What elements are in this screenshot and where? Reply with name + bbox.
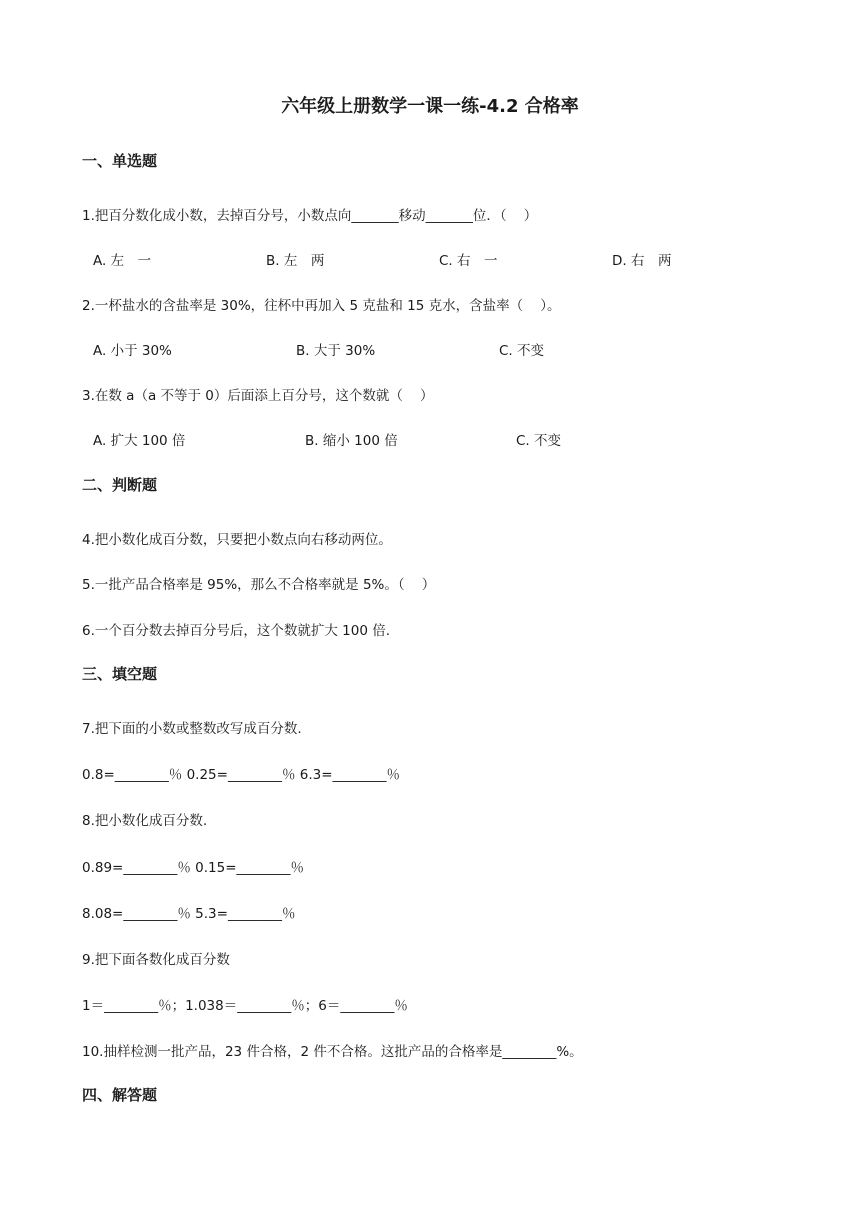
question-8: 8.把小数化成百分数. [82,813,208,829]
section-heading-fill-in: 三、填空题 [82,665,158,683]
question-2-option-c: C. 不变 [499,343,545,359]
question-3: 3.在数 a（a 不等于 0）后面添上百分号，这个数就（ ） [82,388,434,404]
question-8-blanks-line-2: 8.08=________％ 5.3=________％ [82,906,296,922]
section-heading-single-choice: 一、单选题 [82,152,158,170]
question-9-blanks: 1＝________％；1.038＝________％；6＝________％ [82,998,408,1014]
question-2-option-a: A. 小于 30% [93,343,172,359]
question-9: 9.把下面各数化成百分数 [82,952,230,968]
section-heading-answer: 四、解答题 [82,1086,158,1104]
question-8-blanks-line-1: 0.89=________％ 0.15=________％ [82,860,305,876]
question-3-option-b: B. 缩小 100 倍 [305,433,398,449]
document-title: 六年级上册数学一课一练-4.2 合格率 [281,96,579,117]
question-7: 7.把下面的小数或整数改写成百分数. [82,721,302,737]
question-1-option-a: A. 左 一 [93,253,152,269]
question-3-option-a: A. 扩大 100 倍 [93,433,186,449]
question-4: 4.把小数化成百分数，只要把小数点向右移动两位。 [82,532,392,548]
question-3-option-c: C. 不变 [516,433,562,449]
question-2-option-b: B. 大于 30% [296,343,376,359]
question-1-option-d: D. 右 两 [612,253,672,269]
question-1: 1.把百分数化成小数，去掉百分号，小数点向_______移动_______位．（ ） [82,208,538,224]
question-10: 10.抽样检测一批产品，23 件合格，2 件不合格。这批产品的合格率是________%。 [82,1044,583,1060]
question-1-option-b: B. 左 两 [266,253,325,269]
question-7-blanks: 0.8=________％ 0.25=________％ 6.3=________％ [82,767,401,783]
section-heading-true-false: 二、判断题 [82,476,158,494]
question-6: 6.一个百分数去掉百分号后，这个数就扩大 100 倍. [82,623,391,639]
question-1-option-c: C. 右 一 [439,253,498,269]
question-2: 2.一杯盐水的含盐率是 30%，往杯中再加入 5 克盐和 15 克水，含盐率（ ）。 [82,298,561,314]
question-5: 5.一批产品合格率是 95%，那么不合格率就是 5%。（ ） [82,577,436,593]
